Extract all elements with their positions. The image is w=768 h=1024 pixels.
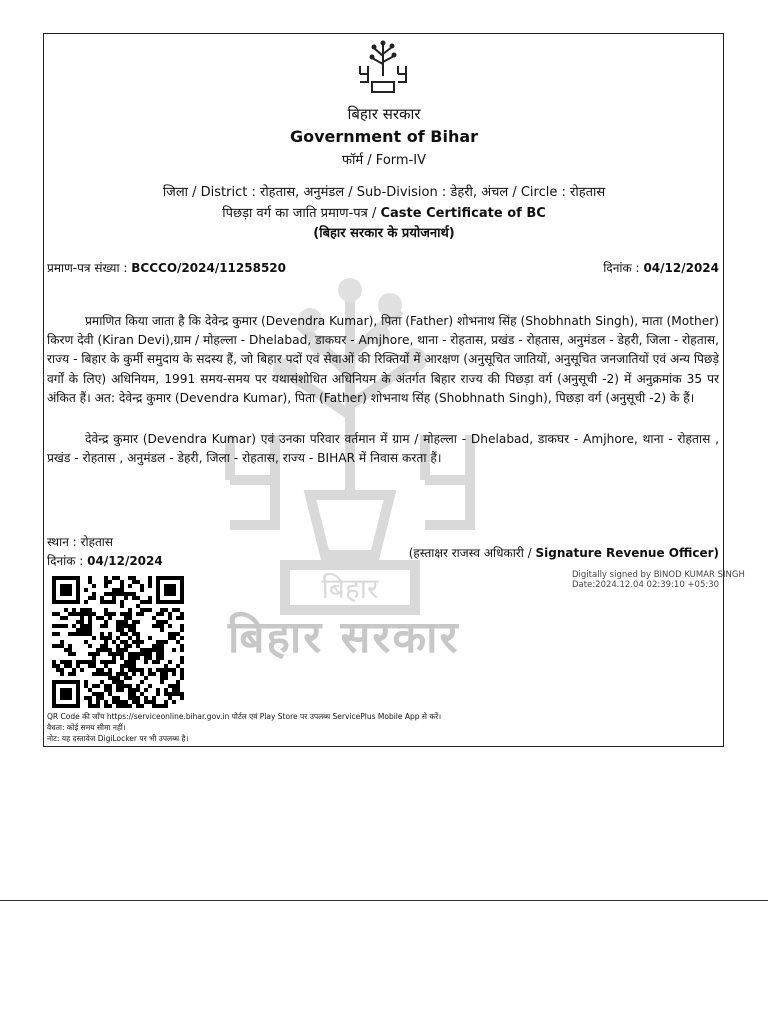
digilocker-note: नोट: यह दस्तावेज DigiLocker पर भी उपलब्ध है। xyxy=(47,734,189,743)
watermark-emblem-text: बिहार xyxy=(321,572,379,605)
subdivision-value: डेहरी, xyxy=(450,185,478,200)
cert-number-value: BCCCO/2024/11258520 xyxy=(131,261,286,275)
certificate-paragraph-1: प्रमाणित किया जाता है कि देवेन्द्र कुमार (Devendra Kumar), पिता (Father) शोभनाथ सिंह (Shobhnath Singh), माता (Mother) किरण देवी (Kiran Devi),ग्राम / मोहल्ला - Dhelabad, डाकघर - Amjhore, थाना - रोहतास, प्रखंड - रोहतास, अनुमंडल - डेहरी, जिला - रोहतास, राज्य - बिहार के कुर्मी समुदाय के सदस्य हैं, जो बिहार पदों एवं सेवाओं की रिक्तियों में आरक्षण (अनुसूचित जातियों, अनुसूचित जनजातियों एवं अन्य पिछड़े वर्गों के लिए) अधिनियम, 1991 समय-समय पर यथासंशोधित अधिनियम के अंतर्गत बिहार राज्य की पिछड़ा वर्ग (अनुसूची -2) में अनुक्रमांक 35 पर अंकित हैं। अत: देवेन्द्र कुमार (Devendra Kumar), पिता (Father) शोभनाथ सिंह (Shobhnath Singh), पिछड़ा वर्ग (अनुसूची -2) के हैं। xyxy=(47,314,719,405)
govt-hindi-title: बिहार सरकार xyxy=(347,105,421,123)
district-line xyxy=(0,182,768,200)
signature-hindi: (हस्ताक्षर राजस्व अधिकारी / xyxy=(408,546,532,560)
signature-english: Signature Revenue Officer) xyxy=(535,546,719,560)
cert-number-label: प्रमाण-पत्र संख्या : xyxy=(47,261,128,275)
cert-title-hindi: पिछड़ा वर्ग का जाति प्रमाण-पत्र / xyxy=(222,206,377,221)
cert-title-english: Caste Certificate of BC xyxy=(380,206,546,221)
bihar-emblem-icon xyxy=(352,38,414,98)
footer-date-label: दिनांक : xyxy=(47,554,84,568)
validity-note: वैधता: कोई समय सीमा नहीं। xyxy=(47,723,126,732)
district-value: रोहतास, xyxy=(260,185,300,200)
footer-date-value: 04/12/2024 xyxy=(87,554,163,568)
watermark-text: बिहार सरकार xyxy=(228,612,460,663)
place-line xyxy=(47,533,113,550)
govt-english-title: Government of Bihar xyxy=(289,127,479,146)
purpose: (बिहार सरकार के प्रयोजनार्थ) xyxy=(313,226,455,241)
digital-sign-line-1: Digitally signed by BINOD KUMAR SINGH xyxy=(572,570,745,580)
cert-date-label: दिनांक : xyxy=(603,261,640,275)
place-label: स्थान : xyxy=(47,535,77,549)
form-label: फॉर्म / Form-IV xyxy=(342,153,426,168)
digital-sign-line-2: Date:2024.12.04 02:39:10 +05:30 xyxy=(572,580,720,590)
circle-value: रोहतास xyxy=(570,185,606,200)
subdivision-label: अनुमंडल / Sub-Division : xyxy=(303,185,447,200)
qr-verify-note: QR Code की जाँच https://serviceonline.bihar.gov.in पोर्टल एवं Play Store पर उपलब्ध ServicePlus Mobile App से करें। xyxy=(47,712,442,721)
footer-date-line xyxy=(47,552,163,569)
certificate-title xyxy=(0,203,768,221)
page-divider xyxy=(0,900,768,901)
certificate-number xyxy=(47,259,286,276)
district-label: जिला / District : xyxy=(162,185,256,200)
place-value: रोहतास xyxy=(80,535,114,549)
circle-label: अंचल / Circle : xyxy=(481,185,566,200)
qr-code-icon[interactable] xyxy=(50,576,186,708)
certificate-date xyxy=(603,259,719,276)
signature-line xyxy=(409,544,719,561)
cert-date-value: 04/12/2024 xyxy=(643,261,719,275)
certificate-paragraph-2: देवेन्द्र कुमार (Devendra Kumar) एवं उनका परिवार वर्तमान में ग्राम / मोहल्ला - Dhelabad, डाकघर - Amjhore, थाना - रोहतास , प्रखंड - रोहतास , अनुमंडल - डेहरी, जिला - रोहतास, राज्य - BIHAR में निवास करता हैं। xyxy=(47,432,719,466)
